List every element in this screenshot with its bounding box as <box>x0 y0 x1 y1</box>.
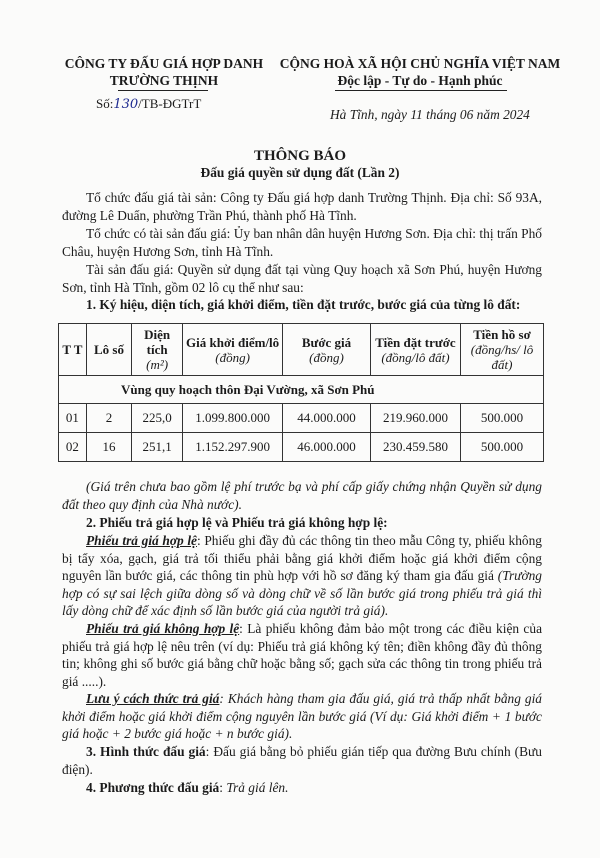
cell-lot: 16 <box>86 433 131 462</box>
table-header-row <box>59 324 544 376</box>
reference-number <box>96 96 201 112</box>
cell-deposit: 230.459.580 <box>370 433 460 462</box>
motto-underline <box>335 90 507 91</box>
section4-paragraph <box>62 779 542 797</box>
valid-bid-text: : Phiếu ghi đầy đủ các thông tin theo mẫu Công ty, phiếu không bị tẩy xóa, gạch, giá trả tối thiểu phải bằng giá khởi điểm hoặc giá khởi điểm cộng nguyên lần bước giá, các thông tin phù hợp với hồ sơ đăng ký tham gia đấu giá <box>62 533 542 584</box>
zone-name: Vùng quy hoạch thôn Đại Vường, xã Sơn Phú <box>59 376 544 404</box>
intro-organizer: Tổ chức đấu giá tài sản: Công ty Đấu giá hợp danh Trường Thịnh. Địa chỉ: Số 93A, đường Lê Duẩn, phường Trần Phú, thành phố Hà Tĩnh. <box>62 190 542 223</box>
company-name-line1: CÔNG TY ĐẤU GIÁ HỢP DANH <box>64 56 264 71</box>
bid-note-paragraph <box>62 690 542 743</box>
section3-paragraph <box>62 743 542 778</box>
document-subtitle: Đấu giá quyền sử dụng đất (Lần 2) <box>200 165 400 180</box>
section4-sep: : <box>219 780 227 795</box>
header-fee-unit: (đồng/hs/ lô đất) <box>470 342 534 372</box>
document-title: THÔNG BÁO <box>253 148 347 164</box>
valid-bid-paragraph <box>62 532 542 620</box>
section3-text: : Đấu giá bằng bỏ phiếu gián tiếp qua đường Bưu chính (Bưu điện). <box>62 744 542 777</box>
header-start-price: Giá khởi điểm/lô (đồng) <box>183 324 283 376</box>
invalid-bid-label: Phiếu trả giá không hợp lệ <box>86 621 240 636</box>
header-step: Bước giá (đồng) <box>283 324 371 376</box>
bid-note-label: Lưu ý cách thức trả giá <box>86 691 220 706</box>
place-date: Hà Tĩnh, ngày 11 tháng 06 năm 2024 <box>330 107 530 122</box>
national-motto: Độc lập - Tự do - Hạnh phúc <box>337 73 503 88</box>
header-fee: Tiền hồ sơ (đồng/hs/ lô đất) <box>461 324 544 376</box>
cell-tt: 02 <box>59 433 87 462</box>
cell-lot: 2 <box>86 404 131 433</box>
reference-suffix: /TB-ĐGTrT <box>138 96 202 111</box>
table-zone-row <box>59 376 544 404</box>
cell-area: 225,0 <box>132 404 183 433</box>
valid-bid-italic: (Trường hợp có sự sai lệch giữa dòng số và dòng chữ về số lần bước giá trong phiếu trả giá thì lấy dòng chữ để xác định số lần bước giá của người trả giá). <box>62 568 542 619</box>
header-lot: Lô số <box>86 324 131 376</box>
reference-prefix: Số: <box>96 96 114 111</box>
cell-deposit: 219.960.000 <box>370 404 460 433</box>
reference-handwritten-number: 130 <box>113 97 139 112</box>
section2-heading: 2. Phiếu trả giá hợp lệ và Phiếu trả giá không hợp lệ: <box>86 515 388 530</box>
cell-fee: 500.000 <box>461 404 544 433</box>
company-name-line2: TRƯỜNG THỊNH <box>109 73 219 88</box>
cell-start-price: 1.152.297.900 <box>183 433 283 462</box>
header-area-unit: (m²) <box>146 357 169 372</box>
header-area: Diện tích (m²) <box>132 324 183 376</box>
cell-start-price: 1.099.800.000 <box>183 404 283 433</box>
valid-bid-label: Phiếu trả giá hợp lệ <box>86 533 197 548</box>
cell-fee: 500.000 <box>461 433 544 462</box>
invalid-bid-text: : Là phiếu không đảm bảo một trong các điều kiện của phiếu trả giá hợp lệ nêu trên (ví dụ: Phiếu trả giá không ký tên; điền không đầy đủ thông tin; không ghi số bước giá bằng chữ hoặc bằng số; gạch sửa các thông tin trong phiếu trả giá .....). <box>62 621 543 689</box>
header-deposit-unit: (đồng/lô đất) <box>381 349 450 365</box>
header-deposit: Tiền đặt trước (đồng/lô đất) <box>370 324 460 376</box>
cell-step: 44.000.000 <box>283 404 371 433</box>
cell-step: 46.000.000 <box>283 433 371 462</box>
table-row <box>59 404 544 433</box>
section1-heading: 1. Ký hiệu, diện tích, giá khởi điểm, tiền đặt trước, bước giá của từng lô đất: <box>86 297 521 312</box>
cell-area: 251,1 <box>132 433 183 462</box>
cell-tt: 01 <box>59 404 87 433</box>
lots-table <box>58 323 544 462</box>
company-underline <box>118 90 208 91</box>
header-tt: T T <box>59 324 87 376</box>
header-step-unit: (đồng) <box>309 349 344 365</box>
nation-name: CỘNG HOÀ XÃ HỘI CHỦ NGHĨA VIỆT NAM <box>279 56 561 71</box>
bid-note-text: : Khách hàng tham gia đấu giá, giá trả thấp nhất bằng giá khởi điểm hoặc giá khởi điểm cộng nguyên lần bước giá (Ví dụ: Giá khởi điểm + 1 bước giá hoặc + 2 bước giá hoặc + n bước giá). <box>62 691 542 742</box>
invalid-bid-paragraph <box>62 620 542 690</box>
header-start-price-unit: (đồng) <box>215 349 250 365</box>
intro-asset: Tài sản đấu giá: Quyền sử dụng đất tại vùng Quy hoạch xã Sơn Phú, huyện Hương Sơn, tỉnh Hà Tĩnh, gồm 02 lô cụ thể như sau: <box>62 262 542 295</box>
section3-label: 3. Hình thức đấu giá <box>86 744 206 759</box>
section4-label: 4. Phương thức đấu giá <box>86 780 220 795</box>
table-row <box>59 433 544 462</box>
price-note: (Giá trên chưa bao gồm lệ phí trước bạ và phí cấp giấy chứng nhận Quyền sử dụng đất theo quy định của Nhà nước). <box>62 479 542 512</box>
intro-owner: Tổ chức có tài sản đấu giá: Ủy ban nhân dân huyện Hương Sơn. Địa chỉ: thị trấn Phố Châu, huyện Hương Sơn, tỉnh Hà Tĩnh. <box>62 226 542 259</box>
section4-text: Trả giá lên. <box>226 780 289 795</box>
